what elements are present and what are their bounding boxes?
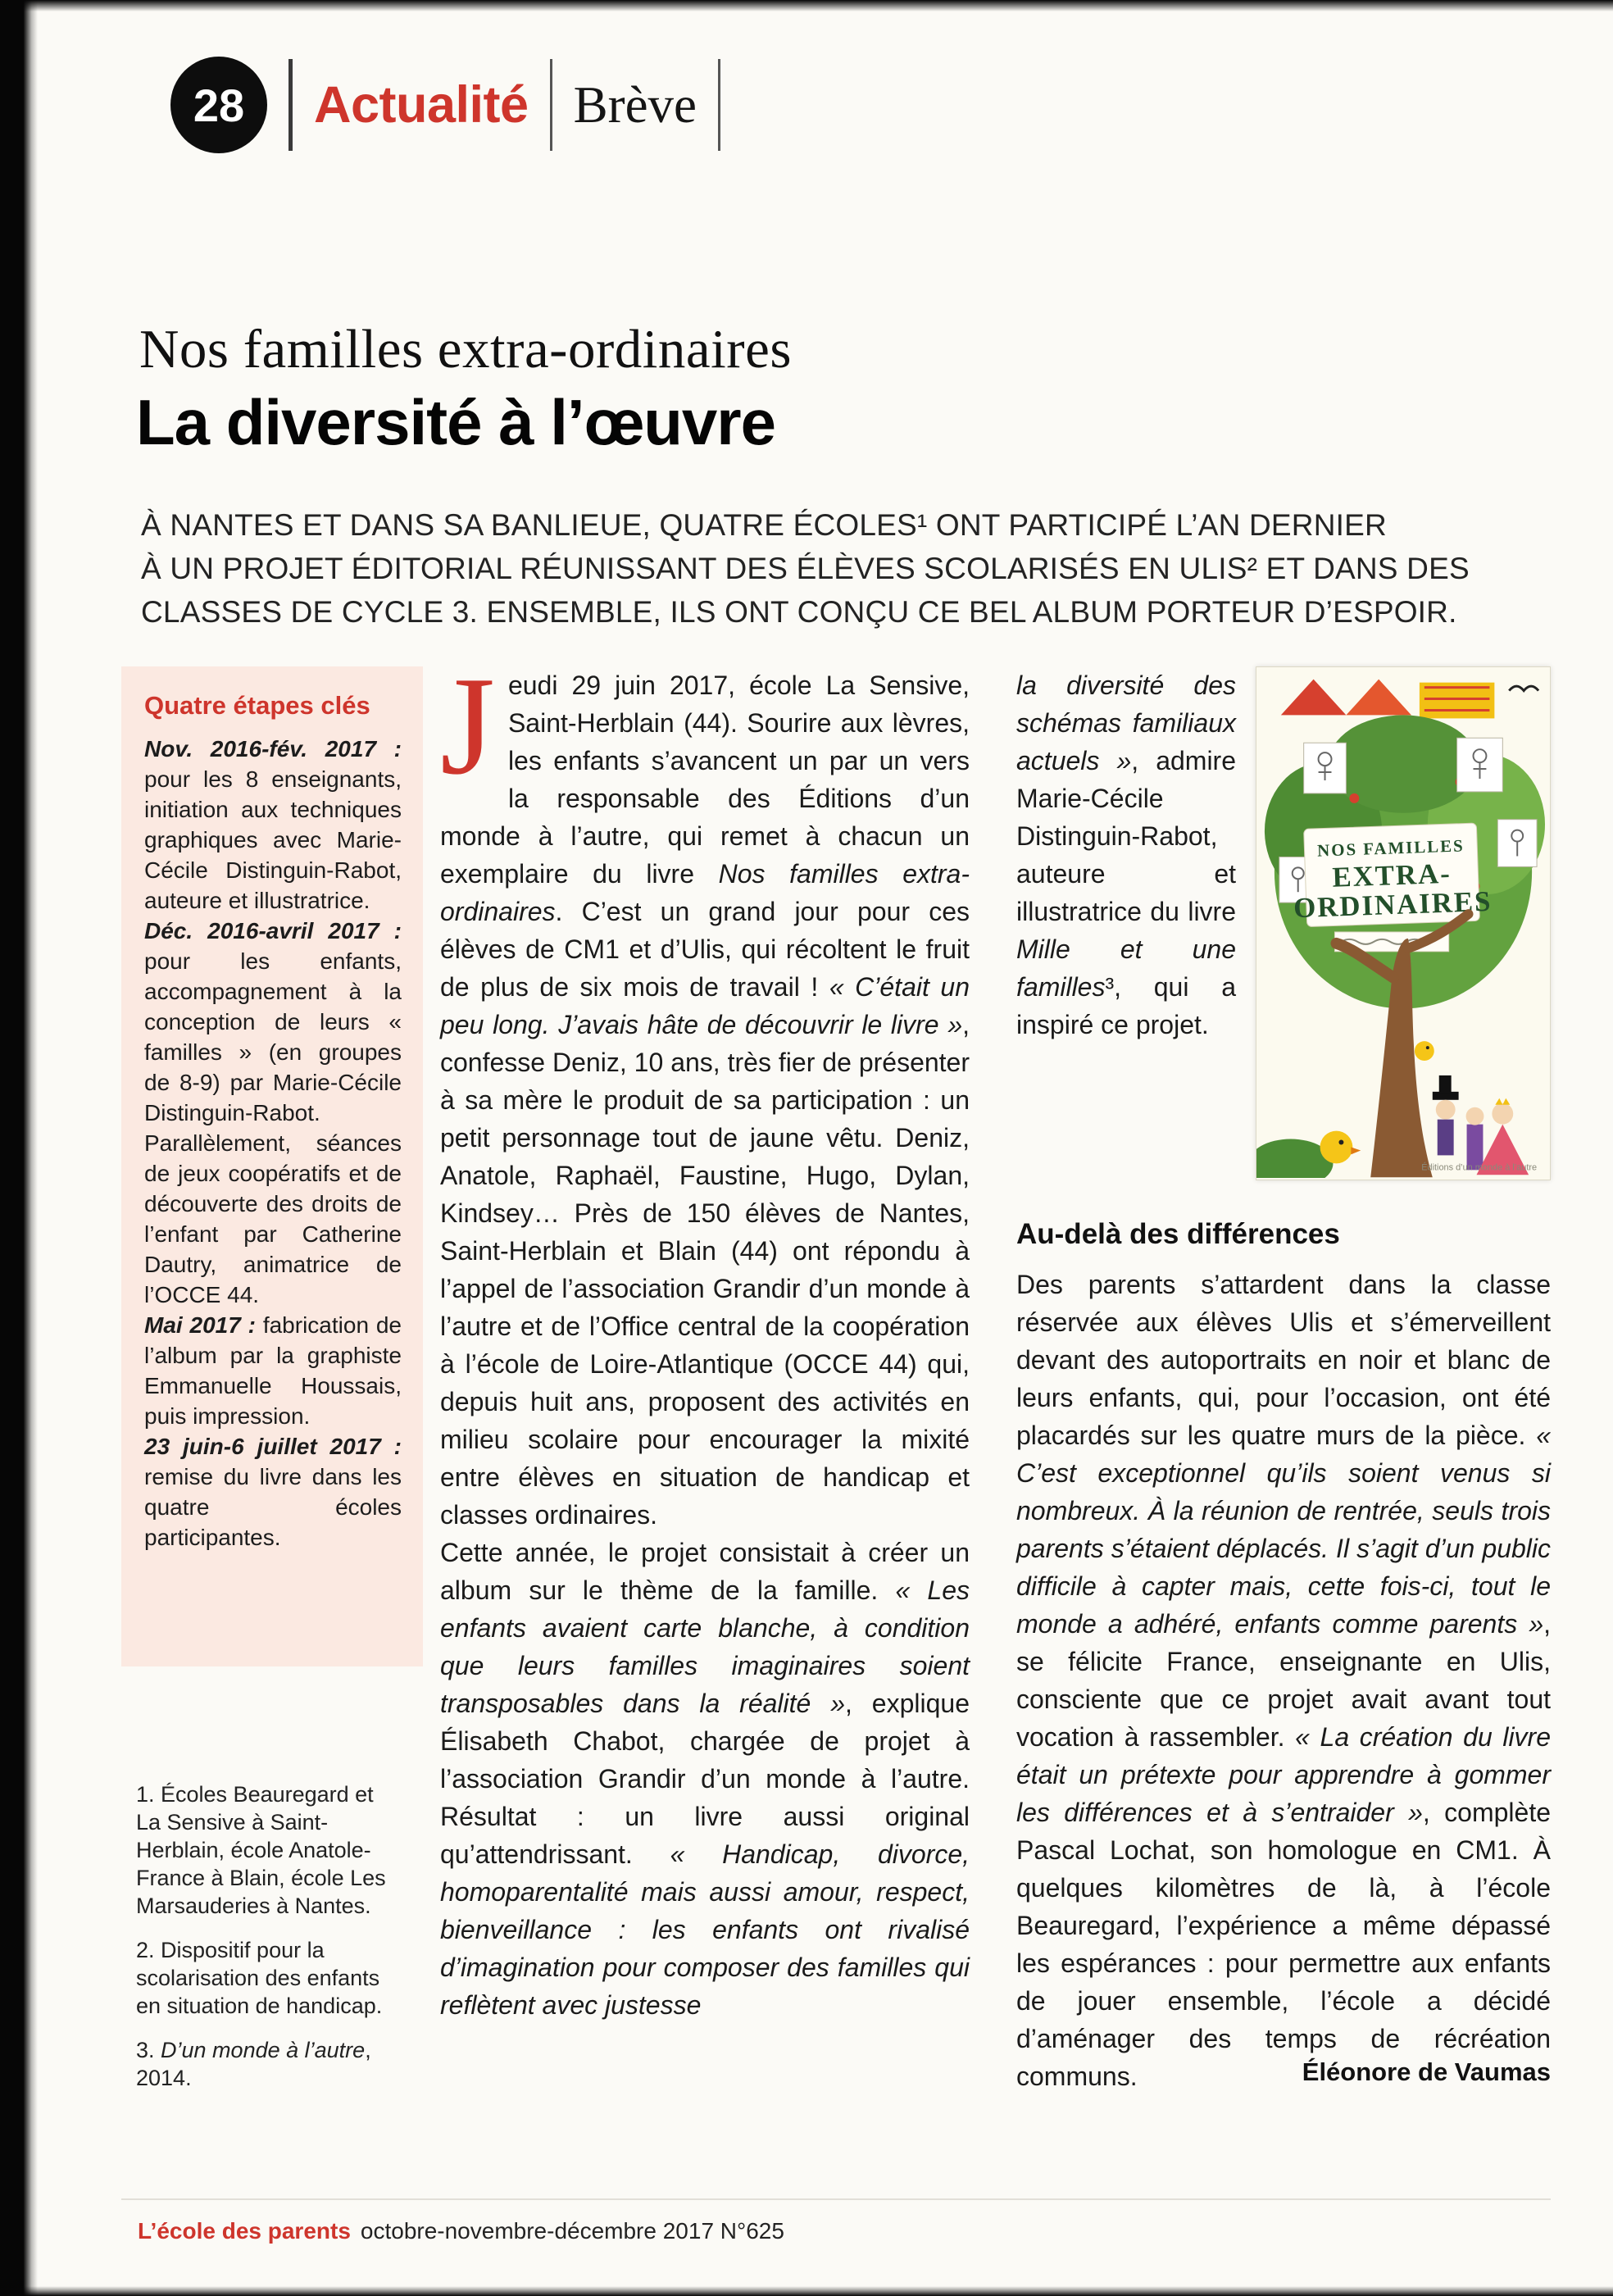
cover-title-line2: EXTRA- [1331, 857, 1452, 893]
key-steps-box [121, 666, 423, 1666]
cover-title-panel [1291, 822, 1493, 927]
footnotes [136, 1780, 392, 2108]
standfirst [141, 503, 1470, 634]
page-header [170, 54, 742, 156]
book-cover [1256, 666, 1551, 1180]
article-paragraph: Cette année, le projet consistait à créer un album sur le thème de la famille. « Les enfants avaient carte blanche, à condition que leurs familles imaginaires soient transposables dans la réalité », explique Élisabeth Chabot, chargée de projet à l’association Grandir d’un monde à l’autre. Résultat : un livre aussi original qu’attendrissant. « Handicap, divorce, homoparentalité mais aussi amour, respect, bienveillance : les enfants ont rivalisé d’imagination pour composer des familles qui reflètent avec justesse [440, 1538, 970, 2020]
scan-edge-top [0, 0, 1613, 11]
paragraph-text: eudi 29 juin 2017, école La Sensive, Saint-Herblain (44). Sourire aux lèvres, les enfants s’avancent un par un vers la responsable des Éditions d’un monde à l’autre, qui remet à chacun un exemplaire du livre Nos familles extra-ordinaires. C’est un grand jour pour ces élèves de CM1 et d’Ulis, qui récoltent le fruit de plus de six mois de travail ! « C’était un peu long. J’avais hâte de découvrir le livre », confesse Deniz, 10 ans, très fier de présenter à sa mère le produit de sa participation : un petit personnage tout de jaune vêtu. Deniz, Anatole, Raphaël, Faustine, Hugo, Dylan, Kindsey… Près de 150 élèves de Nantes, Saint-Herblain et Blain (44) ont répondu à l’appel de l’association Grandir d’un monde à l’autre et de l’Office central de la coopération à l’école de Loire-Atlantique (OCCE 44) qui, depuis huit ans, proposent des activités en milieu scolaire pour encourager la mixité entre élèves en situation de handicap et classes ordinaires. [440, 671, 970, 1530]
scan-edge-left [0, 0, 38, 2296]
sidebar-item: 23 juin-6 juillet 2017 : remise du livre dans les quatre écoles participantes. [144, 1434, 402, 1550]
footnote: 2. Dispositif pour la scolarisation des enfants en situation de handicap. [136, 1938, 383, 2018]
cover-title-small: NOS FAMILLES [1316, 835, 1465, 861]
sidebar-item: Mai 2017 : fabrication de l’album par la graphiste Emmanuelle Houssais, puis impression. [144, 1312, 402, 1429]
divider [289, 59, 293, 151]
article-column-main [440, 648, 970, 2024]
footnote: 1. Écoles Beauregard et La Sensive à Saint-Herblain, école Anatole-France à Blain, école Les Marsauderies à Nantes. [136, 1782, 386, 1918]
cover-title-line3: ORDINAIRES [1293, 884, 1493, 925]
book-cover-illustration [1256, 667, 1548, 1178]
sidebar-item: Déc. 2016-avril 2017 : pour les enfants, accompagnement à la conception de leurs « familles » (en groupes de 8-9) par Marie-Cécile Distinguin-Rabot. Parallèlement, séances de jeux coopératifs et de découverte des droits de l’enfant par Catherine Dautry, animatrice de l’OCCE 44. [144, 918, 402, 1307]
byline: Éléonore de Vaumas [1302, 2057, 1551, 2086]
standfirst-line: CLASSES DE CYCLE 3. ENSEMBLE, ILS ONT CONÇU CE BEL ALBUM PORTEUR D’ESPOIR. [141, 595, 1457, 629]
article-paragraph: Des parents s’attardent dans la classe réservée aux élèves Ulis et s’émerveillent devant des autoportraits en noir et blanc de leurs enfants, qui, pour l’occasion, ont été placardés sur les quatre murs de la pièce. « C’est exceptionnel qu’ils soient venus si nombreux. À la réunion de rentrée, seuls trois parents s’étaient déplacés. Il s’agit d’un public difficile à capter mais, cette fois-ci, tout le monde a adhéré, enfants comme parents », se félicite France, enseignante en Ulis, consciente que ce projet avait avant tout vocation à rassembler. « La création du livre était un prétexte pour apprendre à gommer les différences et à s’entraider », complète Pascal Lochat, son homologue en CM1. À quelques kilomètres de là, à l’école Beauregard, l’expérience a même dépassé les espérances : pour permettre aux enfants de jouer ensemble, l’école a décidé d’aménager des temps de récréation communs. [1016, 1270, 1552, 2091]
subheading: Au-delà des différences [1016, 1218, 1340, 1250]
footer-rule [121, 2198, 1551, 2200]
section-label: Actualité [314, 76, 529, 134]
issue-info: octobre-novembre-décembre 2017 N°625 [360, 2218, 784, 2244]
divider [550, 59, 552, 151]
article-paragraph: la diversité des schémas familiaux actuels », admire Marie-Cécile Distinguin-Rabot, auteure et illustratrice du livre Mille et une familles³, qui a inspiré ce projet. [1016, 671, 1237, 1039]
footnote: 3. D’un monde à l’autre, 2014. [136, 2038, 371, 2090]
standfirst-line: À NANTES ET DANS SA BANLIEUE, QUATRE ÉCOLES¹ ONT PARTICIPÉ L’AN DERNIER [141, 508, 1387, 542]
article-kicker: Nos familles extra-ordinaires [139, 319, 792, 380]
page-number-badge [170, 57, 267, 153]
sidebar-heading: Quatre étapes clés [144, 691, 370, 720]
magazine-name: L’école des parents [138, 2218, 351, 2244]
page-number: 28 [193, 79, 245, 131]
rubric-label: Brève [573, 75, 697, 134]
divider [718, 59, 720, 151]
article-column-right [1016, 666, 1552, 2091]
scan-edge-bottom [0, 2286, 1613, 2296]
sidebar-item: Nov. 2016-fév. 2017 : pour les 8 enseignants, initiation aux techniques graphiques avec Marie-Cécile Distinguin-Rabot, auteure et illustratrice. [144, 736, 402, 913]
article-title: La diversité à l’œuvre [136, 386, 775, 458]
article-paragraph [440, 648, 970, 1534]
standfirst-line: À UN PROJET ÉDITORIAL RÉUNISSANT DES ÉLÈVES SCOLARISÉS EN ULIS² ET DANS DES [141, 552, 1470, 585]
cover-publisher: Éditions d’un monde à l’autre [1421, 1162, 1538, 1173]
drop-cap: J [440, 648, 495, 804]
page-footer [138, 2218, 784, 2244]
